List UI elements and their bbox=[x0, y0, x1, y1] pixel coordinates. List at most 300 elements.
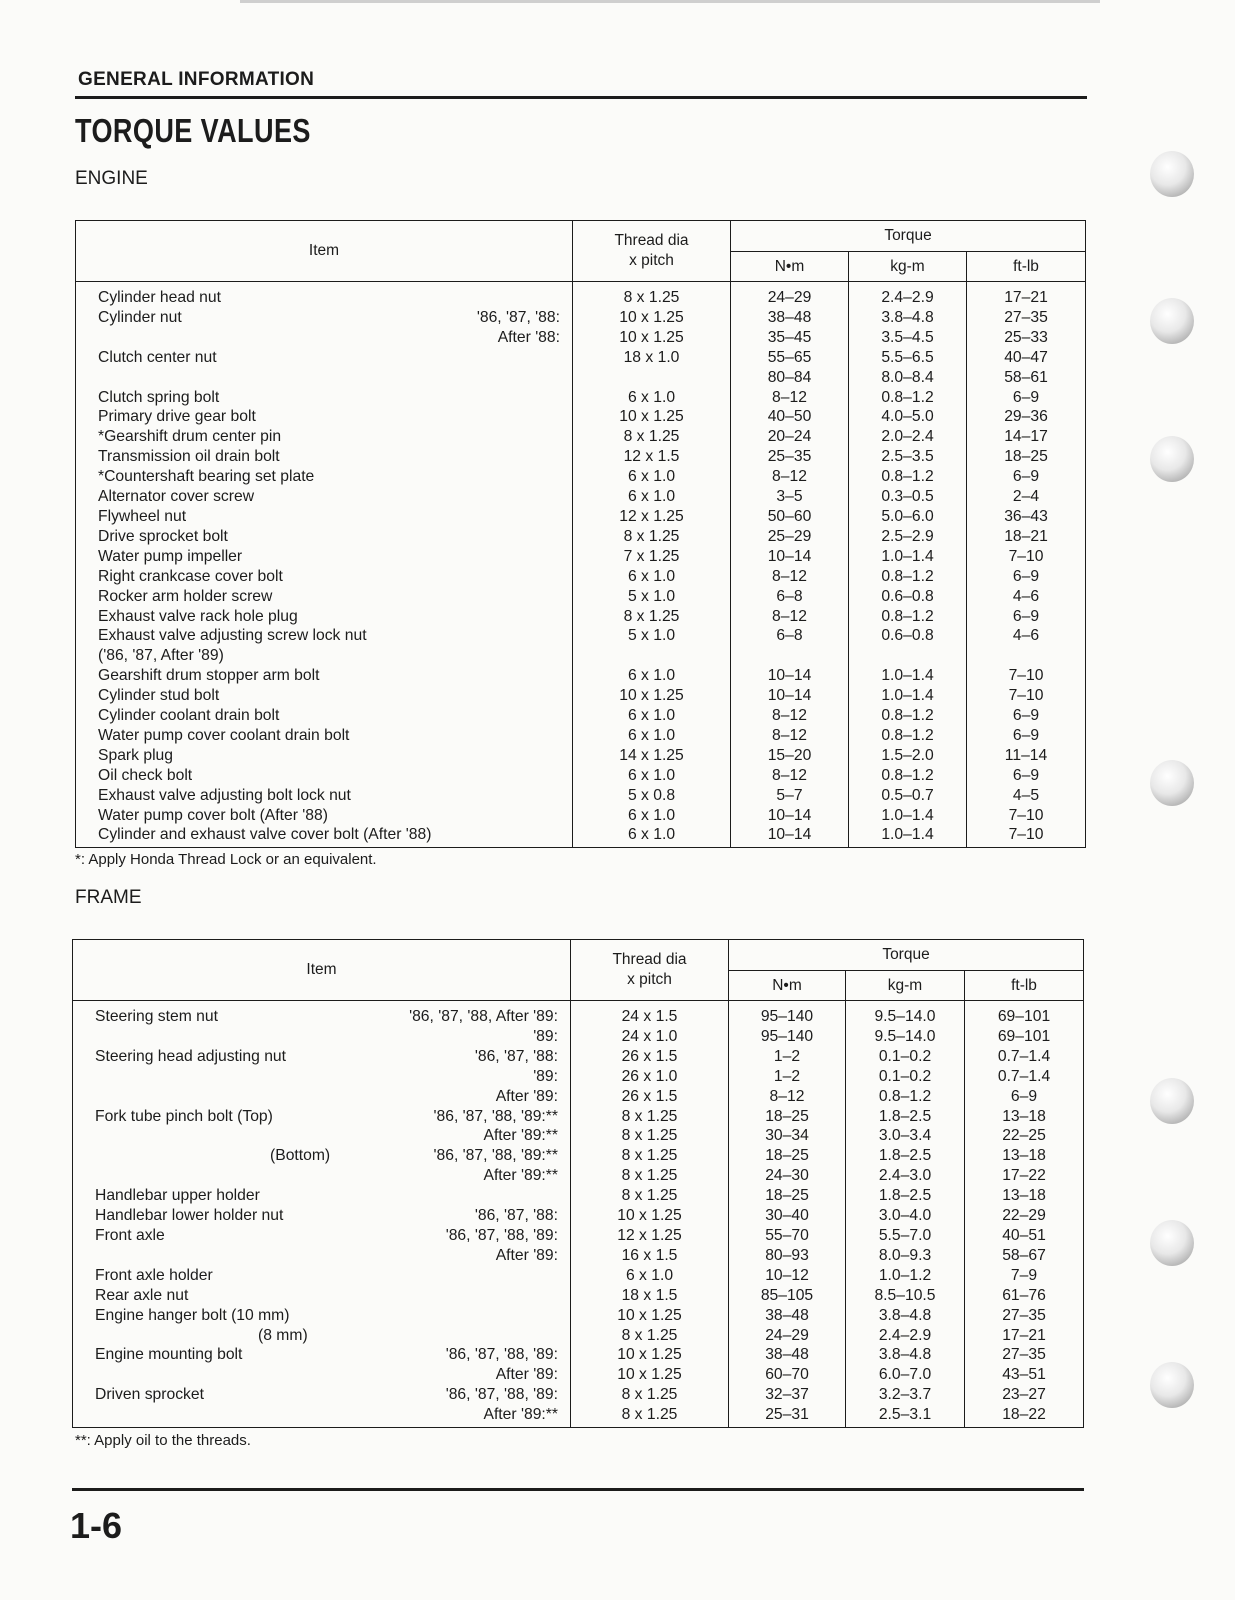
binder-hole bbox=[1150, 1362, 1194, 1408]
frame-footnote: **: Apply oil to the threads. bbox=[75, 1432, 251, 1449]
nm-cell: 38–48 bbox=[729, 1345, 846, 1365]
table-row bbox=[73, 1087, 1084, 1107]
item-name: *Countershaft bearing set plate bbox=[98, 468, 315, 486]
model-year-variant: '86, '87, '88, After '89: bbox=[409, 1008, 558, 1025]
item-name: Gearshift drum stopper arm bolt bbox=[98, 667, 320, 685]
thread-cell: 8 x 1.25 bbox=[573, 427, 731, 447]
nm-cell: 10–12 bbox=[729, 1266, 846, 1286]
engine-footnote: *: Apply Honda Thread Lock or an equivalent. bbox=[75, 851, 377, 868]
item-name: ('86, '87, After '89) bbox=[98, 647, 224, 665]
table-row bbox=[76, 328, 1086, 348]
nm-cell: 25–35 bbox=[731, 447, 849, 467]
thread-cell: 6 x 1.0 bbox=[573, 825, 731, 847]
nm-cell: 55–65 bbox=[731, 348, 849, 368]
kgm-cell: 0.3–0.5 bbox=[849, 487, 967, 507]
item-cell bbox=[76, 308, 573, 328]
kgm-cell: 2.4–2.9 bbox=[846, 1326, 965, 1346]
item-cell bbox=[73, 1186, 571, 1206]
kgm-cell: 6.0–7.0 bbox=[846, 1365, 965, 1385]
kgm-cell: 0.8–1.2 bbox=[849, 766, 967, 786]
nm-cell: 55–70 bbox=[729, 1226, 846, 1246]
item-cell bbox=[73, 1067, 571, 1087]
item-name: Water pump cover coolant drain bolt bbox=[98, 726, 350, 744]
kgm-cell: 0.8–1.2 bbox=[849, 567, 967, 587]
ftlb-cell: 7–10 bbox=[967, 686, 1086, 706]
nm-cell: 18–25 bbox=[729, 1186, 846, 1206]
nm-cell: 80–84 bbox=[731, 368, 849, 388]
item-cell bbox=[73, 1166, 571, 1186]
table-row bbox=[73, 1226, 1084, 1246]
item-name: Handlebar upper holder bbox=[95, 1187, 260, 1205]
thread-cell: 7 x 1.25 bbox=[573, 547, 731, 567]
engine-heading: ENGINE bbox=[75, 168, 148, 189]
item-cell bbox=[76, 806, 573, 826]
kgm-cell: 5.0–6.0 bbox=[849, 507, 967, 527]
item-cell bbox=[76, 348, 573, 368]
model-year-variant: After '89:** bbox=[483, 1127, 558, 1145]
nm-cell: 25–31 bbox=[729, 1405, 846, 1427]
table-row bbox=[73, 1286, 1084, 1306]
table-row bbox=[73, 1385, 1084, 1405]
kgm-header: kg-m bbox=[849, 252, 967, 282]
thread-cell: 10 x 1.25 bbox=[573, 686, 731, 706]
kgm-header: kg-m bbox=[846, 971, 965, 1001]
nm-cell: 60–70 bbox=[729, 1365, 846, 1385]
nm-cell: 8–12 bbox=[731, 766, 849, 786]
nm-cell: 24–29 bbox=[729, 1326, 846, 1346]
ftlb-cell: 69–101 bbox=[965, 1001, 1084, 1027]
table-row bbox=[76, 786, 1086, 806]
nm-cell: 40–50 bbox=[731, 407, 849, 427]
table-row bbox=[73, 1206, 1084, 1226]
table-row bbox=[73, 1246, 1084, 1266]
kgm-cell: 1.0–1.4 bbox=[849, 806, 967, 826]
item-cell bbox=[76, 328, 573, 348]
thread-cell: 12 x 1.25 bbox=[571, 1226, 729, 1246]
ftlb-cell: 14–17 bbox=[967, 427, 1086, 447]
kgm-cell: 8.0–8.4 bbox=[849, 368, 967, 388]
ftlb-cell: 4–5 bbox=[967, 786, 1086, 806]
thread-cell bbox=[573, 368, 731, 388]
binder-hole bbox=[1150, 760, 1194, 806]
kgm-cell: 1.0–1.4 bbox=[849, 547, 967, 567]
kgm-cell: 1.5–2.0 bbox=[849, 746, 967, 766]
thread-cell: 8 x 1.25 bbox=[571, 1146, 729, 1166]
ftlb-cell: 6–9 bbox=[965, 1087, 1084, 1107]
thread-cell: 5 x 1.0 bbox=[573, 626, 731, 646]
ftlb-cell: 6–9 bbox=[967, 607, 1086, 627]
item-cell bbox=[76, 686, 573, 706]
table-row bbox=[76, 527, 1086, 547]
ftlb-cell: 0.7–1.4 bbox=[965, 1067, 1084, 1087]
item-name: Engine mounting bolt bbox=[95, 1346, 243, 1364]
model-year-variant: After '89:** bbox=[483, 1406, 558, 1424]
kgm-cell: 0.8–1.2 bbox=[846, 1087, 965, 1107]
ftlb-cell: 40–51 bbox=[965, 1226, 1084, 1246]
thread-cell: 10 x 1.25 bbox=[573, 328, 731, 348]
binder-hole bbox=[1150, 1220, 1194, 1266]
nm-cell: 50–60 bbox=[731, 507, 849, 527]
item-cell bbox=[73, 1246, 571, 1266]
table-row bbox=[76, 686, 1086, 706]
item-name: Right crankcase cover bolt bbox=[98, 567, 283, 585]
model-year-variant: '86, '87, '88, '89: bbox=[445, 1386, 558, 1404]
ftlb-header: ft-lb bbox=[967, 252, 1086, 282]
nm-header: N•m bbox=[729, 971, 846, 1001]
kgm-cell: 9.5–14.0 bbox=[846, 1001, 965, 1027]
ftlb-cell: 13–18 bbox=[965, 1186, 1084, 1206]
item-cell bbox=[73, 1047, 571, 1067]
nm-cell: 8–12 bbox=[729, 1087, 846, 1107]
kgm-cell: 2.5–2.9 bbox=[849, 527, 967, 547]
nm-cell: 35–45 bbox=[731, 328, 849, 348]
item-header: Item bbox=[73, 940, 571, 1001]
item-cell bbox=[76, 282, 573, 308]
table-row bbox=[76, 746, 1086, 766]
item-header: Item bbox=[76, 221, 573, 282]
table-row bbox=[76, 567, 1086, 587]
item-name: Fork tube pinch bolt (Top) bbox=[95, 1107, 273, 1125]
thread-cell: 14 x 1.25 bbox=[573, 746, 731, 766]
thread-cell: 10 x 1.25 bbox=[571, 1306, 729, 1326]
ftlb-cell: 27–35 bbox=[967, 308, 1086, 328]
table-row bbox=[76, 447, 1086, 467]
item-name: Flywheel nut bbox=[98, 507, 187, 525]
nm-cell: 1–2 bbox=[729, 1067, 846, 1087]
kgm-cell: 8.5–10.5 bbox=[846, 1286, 965, 1306]
nm-cell: 1–2 bbox=[729, 1047, 846, 1067]
item-cell bbox=[73, 1226, 571, 1246]
kgm-cell: 1.0–1.4 bbox=[849, 666, 967, 686]
model-year-variant: '86, '87, '88, '89: bbox=[445, 1226, 558, 1244]
scan-artifact bbox=[240, 0, 1100, 3]
item-cell bbox=[76, 567, 573, 587]
thread-cell: 10 x 1.25 bbox=[571, 1206, 729, 1226]
table-row bbox=[73, 1186, 1084, 1206]
item-name: Cylinder head nut bbox=[98, 289, 221, 306]
thread-cell: 6 x 1.0 bbox=[573, 666, 731, 686]
thread-cell: 8 x 1.25 bbox=[571, 1385, 729, 1405]
item-cell bbox=[73, 1027, 571, 1047]
ftlb-cell: 25–33 bbox=[967, 328, 1086, 348]
thread-cell: 26 x 1.5 bbox=[571, 1087, 729, 1107]
nm-cell: 25–29 bbox=[731, 527, 849, 547]
kgm-cell: 0.6–0.8 bbox=[849, 626, 967, 646]
kgm-cell: 3.0–3.4 bbox=[846, 1126, 965, 1146]
nm-cell bbox=[731, 646, 849, 666]
kgm-cell: 2.4–3.0 bbox=[846, 1166, 965, 1186]
ftlb-cell: 6–9 bbox=[967, 766, 1086, 786]
item-cell bbox=[73, 1326, 571, 1346]
item-cell bbox=[76, 447, 573, 467]
item-name: Cylinder and exhaust valve cover bolt (After '88) bbox=[98, 826, 432, 844]
kgm-cell: 3.5–4.5 bbox=[849, 328, 967, 348]
binder-hole bbox=[1150, 436, 1194, 482]
item-name: Clutch center nut bbox=[98, 348, 217, 366]
item-cell bbox=[73, 1405, 571, 1427]
ftlb-cell: 17–21 bbox=[965, 1326, 1084, 1346]
item-cell bbox=[73, 1345, 571, 1365]
kgm-cell: 3.8–4.8 bbox=[846, 1306, 965, 1326]
table-row bbox=[76, 282, 1086, 308]
item-cell bbox=[76, 388, 573, 408]
page-number: 1-6 bbox=[70, 1505, 123, 1546]
kgm-cell: 8.0–9.3 bbox=[846, 1246, 965, 1266]
thread-cell: 6 x 1.0 bbox=[573, 487, 731, 507]
thread-cell: 8 x 1.25 bbox=[571, 1166, 729, 1186]
kgm-cell bbox=[849, 646, 967, 666]
item-name: Exhaust valve adjusting bolt lock nut bbox=[98, 786, 351, 804]
thread-cell: 8 x 1.25 bbox=[571, 1126, 729, 1146]
item-cell bbox=[73, 1087, 571, 1107]
nm-cell: 30–34 bbox=[729, 1126, 846, 1146]
nm-cell: 5–7 bbox=[731, 786, 849, 806]
ftlb-cell: 13–18 bbox=[965, 1146, 1084, 1166]
thread-cell: 8 x 1.25 bbox=[573, 607, 731, 627]
header-rule bbox=[75, 96, 1087, 99]
ftlb-cell: 18–22 bbox=[965, 1405, 1084, 1427]
ftlb-cell: 18–25 bbox=[967, 447, 1086, 467]
kgm-cell: 0.5–0.7 bbox=[849, 786, 967, 806]
item-cell bbox=[73, 1385, 571, 1405]
table-row bbox=[73, 1405, 1084, 1427]
table-row bbox=[76, 348, 1086, 368]
item-name: Front axle holder bbox=[95, 1266, 213, 1284]
nm-cell: 24–29 bbox=[731, 282, 849, 308]
model-year-variant: After '89: bbox=[495, 1087, 558, 1105]
model-year-variant: After '89: bbox=[495, 1246, 558, 1264]
table-row bbox=[73, 1027, 1084, 1047]
nm-cell: 95–140 bbox=[729, 1027, 846, 1047]
ftlb-cell: 7–10 bbox=[967, 806, 1086, 826]
item-cell bbox=[76, 786, 573, 806]
item-name: Primary drive gear bolt bbox=[98, 408, 256, 426]
thread-cell: 5 x 1.0 bbox=[573, 587, 731, 607]
ftlb-cell: 4–6 bbox=[967, 587, 1086, 607]
item-name: Front axle bbox=[95, 1226, 165, 1244]
ftlb-cell: 40–47 bbox=[967, 348, 1086, 368]
nm-cell: 8–12 bbox=[731, 467, 849, 487]
model-year-variant: After '88: bbox=[497, 328, 560, 346]
thread-cell: 26 x 1.5 bbox=[571, 1047, 729, 1067]
item-name: Transmission oil drain bolt bbox=[98, 448, 280, 466]
ftlb-header: ft-lb bbox=[965, 971, 1084, 1001]
thread-cell: 10 x 1.25 bbox=[571, 1345, 729, 1365]
item-cell bbox=[73, 1266, 571, 1286]
ftlb-cell: 6–9 bbox=[967, 726, 1086, 746]
table-row bbox=[76, 547, 1086, 567]
ftlb-cell: 69–101 bbox=[965, 1027, 1084, 1047]
thread-cell: 6 x 1.0 bbox=[573, 388, 731, 408]
ftlb-cell: 27–35 bbox=[965, 1345, 1084, 1365]
ftlb-cell: 23–27 bbox=[965, 1385, 1084, 1405]
item-cell bbox=[73, 1306, 571, 1326]
ftlb-cell: 7–10 bbox=[967, 666, 1086, 686]
table-row bbox=[76, 368, 1086, 388]
kgm-cell: 2.4–2.9 bbox=[849, 282, 967, 308]
item-name: Water pump impeller bbox=[98, 547, 243, 565]
thread-cell: 18 x 1.0 bbox=[573, 348, 731, 368]
item-name: Steering head adjusting nut bbox=[95, 1047, 287, 1065]
model-year-variant: '86, '87, '88, '89:** bbox=[433, 1107, 558, 1125]
ftlb-cell: 0.7–1.4 bbox=[965, 1047, 1084, 1067]
ftlb-cell: 7–9 bbox=[965, 1266, 1084, 1286]
ftlb-cell: 18–21 bbox=[967, 527, 1086, 547]
nm-cell: 8–12 bbox=[731, 607, 849, 627]
table-row bbox=[76, 806, 1086, 826]
model-year-variant: '86, '87, '88, '89: bbox=[445, 1346, 558, 1364]
kgm-cell: 0.8–1.2 bbox=[849, 726, 967, 746]
table-row bbox=[73, 1001, 1084, 1027]
binder-hole bbox=[1150, 1078, 1194, 1124]
table-row bbox=[76, 388, 1086, 408]
item-cell bbox=[76, 527, 573, 547]
table-row bbox=[76, 706, 1086, 726]
nm-cell: 15–20 bbox=[731, 746, 849, 766]
thread-cell: 8 x 1.25 bbox=[573, 282, 731, 308]
ftlb-cell: 36–43 bbox=[967, 507, 1086, 527]
thread-cell: 6 x 1.0 bbox=[573, 726, 731, 746]
model-year-variant: '86, '87, '88: bbox=[474, 1047, 558, 1065]
nm-cell: 10–14 bbox=[731, 825, 849, 847]
item-name: Alternator cover screw bbox=[98, 488, 255, 506]
kgm-cell: 1.8–2.5 bbox=[846, 1107, 965, 1127]
item-name: (8 mm) bbox=[258, 1326, 308, 1344]
nm-cell: 6–8 bbox=[731, 587, 849, 607]
thread-cell: 10 x 1.25 bbox=[573, 308, 731, 328]
item-name: Engine hanger bolt (10 mm) bbox=[95, 1306, 290, 1324]
thread-cell bbox=[573, 646, 731, 666]
item-cell bbox=[76, 507, 573, 527]
item-name: Cylinder nut bbox=[98, 308, 182, 326]
item-cell bbox=[76, 746, 573, 766]
item-cell bbox=[76, 646, 573, 666]
thread-cell: 5 x 0.8 bbox=[573, 786, 731, 806]
nm-cell: 18–25 bbox=[729, 1146, 846, 1166]
table-row bbox=[76, 726, 1086, 746]
nm-cell: 8–12 bbox=[731, 726, 849, 746]
item-name: Spark plug bbox=[98, 746, 173, 764]
table-row bbox=[76, 607, 1086, 627]
ftlb-cell: 58–61 bbox=[967, 368, 1086, 388]
nm-cell: 8–12 bbox=[731, 388, 849, 408]
item-cell bbox=[73, 1206, 571, 1226]
item-cell bbox=[76, 407, 573, 427]
kgm-cell: 5.5–7.0 bbox=[846, 1226, 965, 1246]
ftlb-cell: 17–22 bbox=[965, 1166, 1084, 1186]
thread-cell: 10 x 1.25 bbox=[573, 407, 731, 427]
frame-torque-table bbox=[72, 939, 1084, 1428]
item-name: Handlebar lower holder nut bbox=[95, 1207, 284, 1225]
kgm-cell: 0.8–1.2 bbox=[849, 607, 967, 627]
thread-cell: 10 x 1.25 bbox=[571, 1365, 729, 1385]
ftlb-cell: 22–29 bbox=[965, 1206, 1084, 1226]
thread-cell: 12 x 1.5 bbox=[573, 447, 731, 467]
item-name: Cylinder stud bolt bbox=[98, 687, 220, 705]
table-row bbox=[73, 1266, 1084, 1286]
thread-cell: 6 x 1.0 bbox=[571, 1266, 729, 1286]
torque-header: Torque bbox=[729, 940, 1084, 971]
ftlb-cell: 6–9 bbox=[967, 567, 1086, 587]
nm-cell: 85–105 bbox=[729, 1286, 846, 1306]
ftlb-cell: 11–14 bbox=[967, 746, 1086, 766]
item-cell bbox=[73, 1001, 571, 1027]
item-name: Steering stem nut bbox=[95, 1008, 218, 1025]
table-row bbox=[73, 1047, 1084, 1067]
kgm-cell: 1.0–1.2 bbox=[846, 1266, 965, 1286]
nm-cell: 6–8 bbox=[731, 626, 849, 646]
thread-cell: 18 x 1.5 bbox=[571, 1286, 729, 1306]
table-row bbox=[76, 626, 1086, 646]
kgm-cell: 1.8–2.5 bbox=[846, 1186, 965, 1206]
kgm-cell: 1.8–2.5 bbox=[846, 1146, 965, 1166]
ftlb-cell: 4–6 bbox=[967, 626, 1086, 646]
item-cell bbox=[73, 1286, 571, 1306]
kgm-cell: 2.5–3.1 bbox=[846, 1405, 965, 1427]
item-name: (Bottom) bbox=[270, 1147, 331, 1165]
thread-cell: 8 x 1.25 bbox=[571, 1326, 729, 1346]
item-cell bbox=[73, 1365, 571, 1385]
table-row bbox=[76, 467, 1086, 487]
thread-cell: 6 x 1.0 bbox=[573, 706, 731, 726]
kgm-cell: 0.8–1.2 bbox=[849, 467, 967, 487]
item-cell bbox=[76, 666, 573, 686]
table-row bbox=[76, 308, 1086, 328]
item-name: Exhaust valve adjusting screw lock nut bbox=[98, 627, 367, 645]
table-row bbox=[73, 1345, 1084, 1365]
model-year-variant: '89: bbox=[533, 1027, 558, 1045]
model-year-variant: After '89:** bbox=[483, 1167, 558, 1185]
kgm-cell: 0.8–1.2 bbox=[849, 388, 967, 408]
thread-cell: 26 x 1.0 bbox=[571, 1067, 729, 1087]
nm-cell: 95–140 bbox=[729, 1001, 846, 1027]
table-row bbox=[76, 666, 1086, 686]
ftlb-cell: 13–18 bbox=[965, 1107, 1084, 1127]
thread-cell: 6 x 1.0 bbox=[573, 567, 731, 587]
table-row bbox=[73, 1306, 1084, 1326]
model-year-variant: '86, '87, '88, '89:** bbox=[433, 1147, 558, 1165]
ftlb-cell: 29–36 bbox=[967, 407, 1086, 427]
table-row bbox=[76, 766, 1086, 786]
kgm-cell: 3.0–4.0 bbox=[846, 1206, 965, 1226]
nm-cell: 18–25 bbox=[729, 1107, 846, 1127]
item-cell bbox=[76, 587, 573, 607]
kgm-cell: 1.0–1.4 bbox=[849, 825, 967, 847]
thread-cell: 8 x 1.25 bbox=[571, 1405, 729, 1427]
item-cell bbox=[73, 1107, 571, 1127]
table-row bbox=[73, 1326, 1084, 1346]
kgm-cell: 9.5–14.0 bbox=[846, 1027, 965, 1047]
thread-cell: 6 x 1.0 bbox=[573, 766, 731, 786]
nm-cell: 3–5 bbox=[731, 487, 849, 507]
thread-header: Thread dia x pitch bbox=[573, 221, 731, 282]
nm-cell: 30–40 bbox=[729, 1206, 846, 1226]
nm-cell: 10–14 bbox=[731, 547, 849, 567]
nm-cell: 24–30 bbox=[729, 1166, 846, 1186]
model-year-variant: '86, '87, '88: bbox=[476, 308, 560, 326]
item-cell bbox=[76, 427, 573, 447]
model-year-variant: '89: bbox=[533, 1067, 558, 1085]
table-row bbox=[76, 507, 1086, 527]
item-name: Clutch spring bolt bbox=[98, 388, 220, 406]
thread-cell: 6 x 1.0 bbox=[573, 806, 731, 826]
item-cell bbox=[76, 467, 573, 487]
ftlb-cell: 6–9 bbox=[967, 706, 1086, 726]
item-name: Exhaust valve rack hole plug bbox=[98, 607, 298, 625]
table-row bbox=[76, 587, 1086, 607]
table-row bbox=[73, 1107, 1084, 1127]
table-row bbox=[76, 487, 1086, 507]
